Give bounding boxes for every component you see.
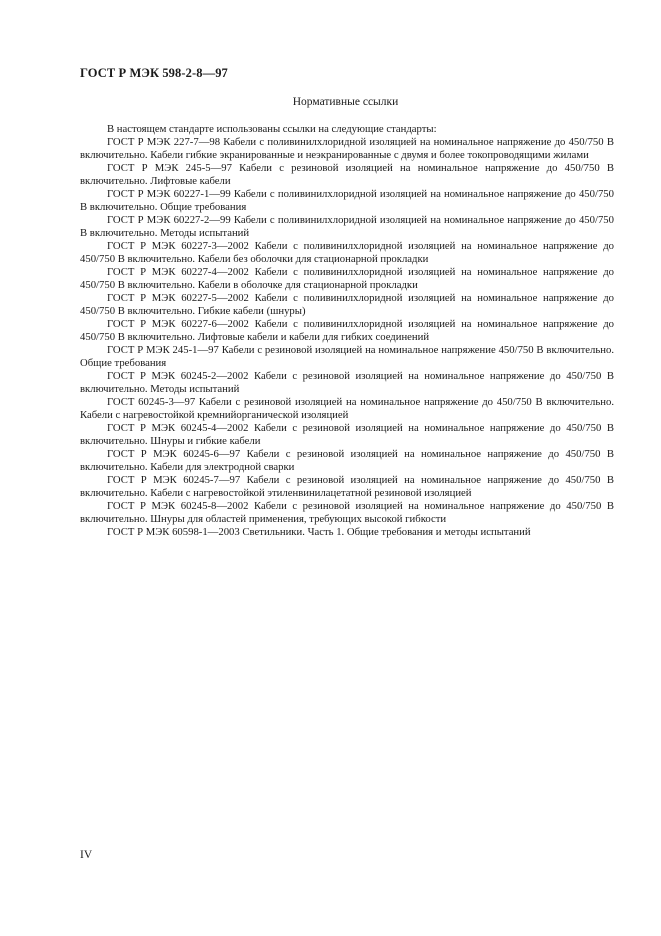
document-header: ГОСТ Р МЭК 598-2-8—97 <box>80 66 228 80</box>
reference-item: ГОСТ Р МЭК 227-7—98 Кабели с поливинилхлоридной изоляцией на номинальное напряжение до 450/750 В включительно. Кабели гибкие экранированные и неэкранированные с двумя и более токопроводящими жилами <box>80 136 614 161</box>
reference-item: ГОСТ Р МЭК 60227-6—2002 Кабели с поливинилхлоридной изоляцией на номинальное напряжение до 450/750 В включительно. Лифтовые кабели и кабели для гибких соединений <box>80 318 614 343</box>
reference-item: ГОСТ Р МЭК 60245-8—2002 Кабели с резиновой изоляцией на номинальное напряжение до 450/750 В включительно. Шнуры для областей применения, требующих высокой гибкости <box>80 500 614 525</box>
reference-item: ГОСТ Р МЭК 245-5—97 Кабели с резиновой изоляцией на номинальное напряжение до 450/750 В включительно. Лифтовые кабели <box>80 162 614 187</box>
reference-item: ГОСТ Р МЭК 60227-5—2002 Кабели с поливинилхлоридной изоляцией на номинальное напряжение до 450/750 В включительно. Гибкие кабели (шнуры) <box>80 292 614 317</box>
reference-item: ГОСТ Р МЭК 60245-2—2002 Кабели с резиновой изоляцией на номинальное напряжение до 450/750 В включительно. Методы испытаний <box>80 370 614 395</box>
reference-item: ГОСТ Р МЭК 60227-3—2002 Кабели с поливинилхлоридной изоляцией на номинальное напряжение до 450/750 В включительно. Кабели без оболочки для стационарной прокладки <box>80 240 614 265</box>
references-intro: В настоящем стандарте использованы ссылки на следующие стандарты: <box>107 123 437 135</box>
reference-item: ГОСТ Р МЭК 60227-4—2002 Кабели с поливинилхлоридной изоляцией на номинальное напряжение до 450/750 В включительно. Кабели в оболочке для стационарной прокладки <box>80 266 614 291</box>
section-title: Нормативные ссылки <box>292 96 399 108</box>
reference-item: ГОСТ Р МЭК 60245-4—2002 Кабели с резиновой изоляцией на номинальное напряжение до 450/750 В включительно. Шнуры и гибкие кабели <box>80 422 614 447</box>
reference-item: ГОСТ Р МЭК 60245-7—97 Кабели с резиновой изоляцией на номинальное напряжение до 450/750 В включительно. Кабели с нагревостойкой этиленвинилацетатной резиновой изоляцией <box>80 474 614 499</box>
reference-item: ГОСТ Р МЭК 245-1—97 Кабели с резиновой изоляцией на номинальное напряжение 450/750 В включительно. Общие требования <box>80 344 614 369</box>
references-list <box>80 123 614 539</box>
reference-item: ГОСТ Р МЭК 60227-1—99 Кабели с поливинилхлоридной изоляцией на номинальное напряжение до 450/750 В включительно. Общие требования <box>80 188 614 213</box>
reference-item: ГОСТ 60245-3—97 Кабели с резиновой изоляцией на номинальное напряжение до 450/750 В включительно. Кабели с нагревостойкой кремнийорганической изоляцией <box>80 396 614 421</box>
reference-item: ГОСТ Р МЭК 60245-6—97 Кабели с резиновой изоляцией на номинальное напряжение до 450/750 В включительно. Кабели для электродной сварки <box>80 448 614 473</box>
reference-item: ГОСТ Р МЭК 60598-1—2003 Светильники. Часть 1. Общие требования и методы испытаний <box>107 526 531 538</box>
reference-item: ГОСТ Р МЭК 60227-2—99 Кабели с поливинилхлоридной изоляцией на номинальное напряжение до 450/750 В включительно. Методы испытаний <box>80 214 614 239</box>
page-number: IV <box>80 849 93 861</box>
